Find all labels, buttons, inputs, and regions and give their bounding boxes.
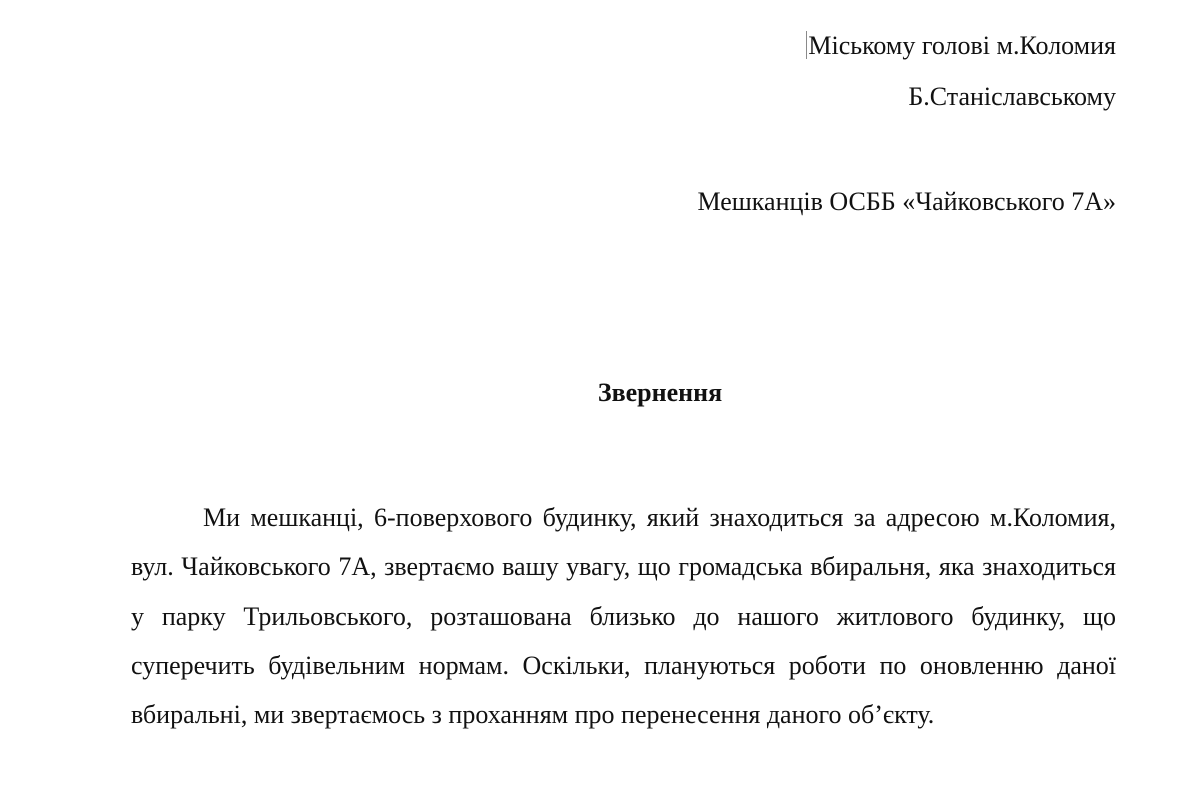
recipient-name-text: Міському голові м.Коломия xyxy=(808,31,1116,60)
recipient-line-2: Б.Станіславському xyxy=(908,82,1116,111)
body-paragraph: Ми мешканці, 6-поверхового будинку, який знаходиться за адресою м.Коломия, вул. Чайковського 7А, звертаємо вашу увагу, що громадська вбиральня, яка знаходиться у парку Трильовського, розташована близько до нашого житлового будинку, що суперечить будівельним нормам. Оскільки, плануються роботи по оновленню даної вбиральні, ми звертаємось з проханням про перенесення даного об’єкту. xyxy=(131,503,1116,730)
recipient-line-1 xyxy=(806,31,1116,61)
document-title: Звернення xyxy=(597,378,723,407)
sender-line: Мешканців ОСББ «Чайковського 7А» xyxy=(697,187,1116,216)
